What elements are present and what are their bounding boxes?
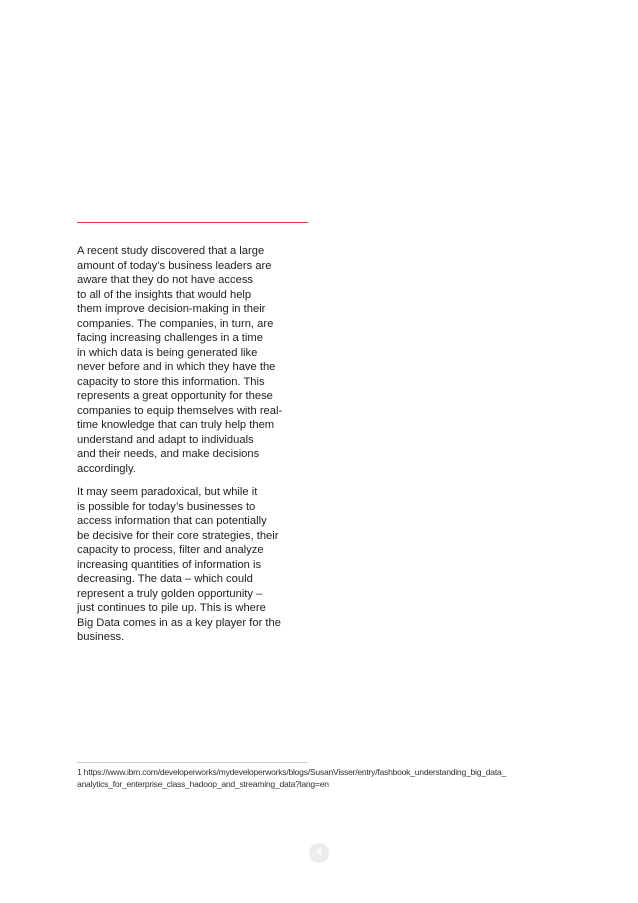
text-line: represents a great opportunity for these <box>77 390 273 402</box>
text-line: is possible for today’s businesses to <box>77 500 256 513</box>
text-line: be decisive for their core strategies, their <box>77 529 279 542</box>
text-line: them improve decision-making in their <box>77 303 266 315</box>
text-line: companies to equip themselves with real- <box>77 404 283 417</box>
paragraph-2 <box>77 485 305 645</box>
text-line: facing increasing challenges in a time <box>77 332 263 344</box>
paragraph-1 <box>77 244 305 476</box>
text-line: aware that they do not have access <box>77 274 254 286</box>
text-line: represent a truly golden opportunity – <box>77 587 263 600</box>
text-line: access information that can potentially <box>77 515 267 527</box>
text-line: business. <box>77 631 125 643</box>
text-line: It may seem paradoxical, but while it <box>77 486 258 498</box>
text-line: in which data is being generated like <box>77 346 258 359</box>
footnote-divider <box>77 762 308 763</box>
text-line: to all of the insights that would help <box>77 288 252 301</box>
text-line: companies. The companies, in turn, are <box>77 317 274 330</box>
text-line: increasing quantities of information is <box>77 558 262 571</box>
page-number-badge: 4 <box>309 843 329 863</box>
text-line: capacity to store this information. This <box>77 375 265 388</box>
footnote-link-line-1[interactable]: 1 https://www.ibm.com/developerworks/mydeveloperworks/blogs/SusanVisser/entry/fashbook_understanding_big_data_ <box>77 767 507 777</box>
text-line: just continues to pile up. This is where <box>77 602 266 614</box>
text-line: never before and in which they have the <box>77 361 276 373</box>
text-line: and their needs, and make decisions <box>77 448 260 460</box>
text-line: amount of today’s business leaders are <box>77 259 272 272</box>
body-text <box>77 244 305 645</box>
footnote <box>77 767 547 790</box>
text-line: Big Data comes in as a key player for the <box>77 616 281 629</box>
text-line: time knowledge that can truly help them <box>77 419 275 431</box>
text-line: capacity to process, filter and analyze <box>77 544 264 556</box>
footnote-link-line-2[interactable]: analytics_for_enterprise_class_hadoop_and_streaming_data?lang=en <box>77 778 329 789</box>
text-line: accordingly. <box>77 462 136 475</box>
text-line: understand and adapt to individuals <box>77 433 254 446</box>
accent-divider <box>77 222 308 223</box>
text-line: A recent study discovered that a large <box>77 245 265 257</box>
text-line: decreasing. The data – which could <box>77 573 253 585</box>
